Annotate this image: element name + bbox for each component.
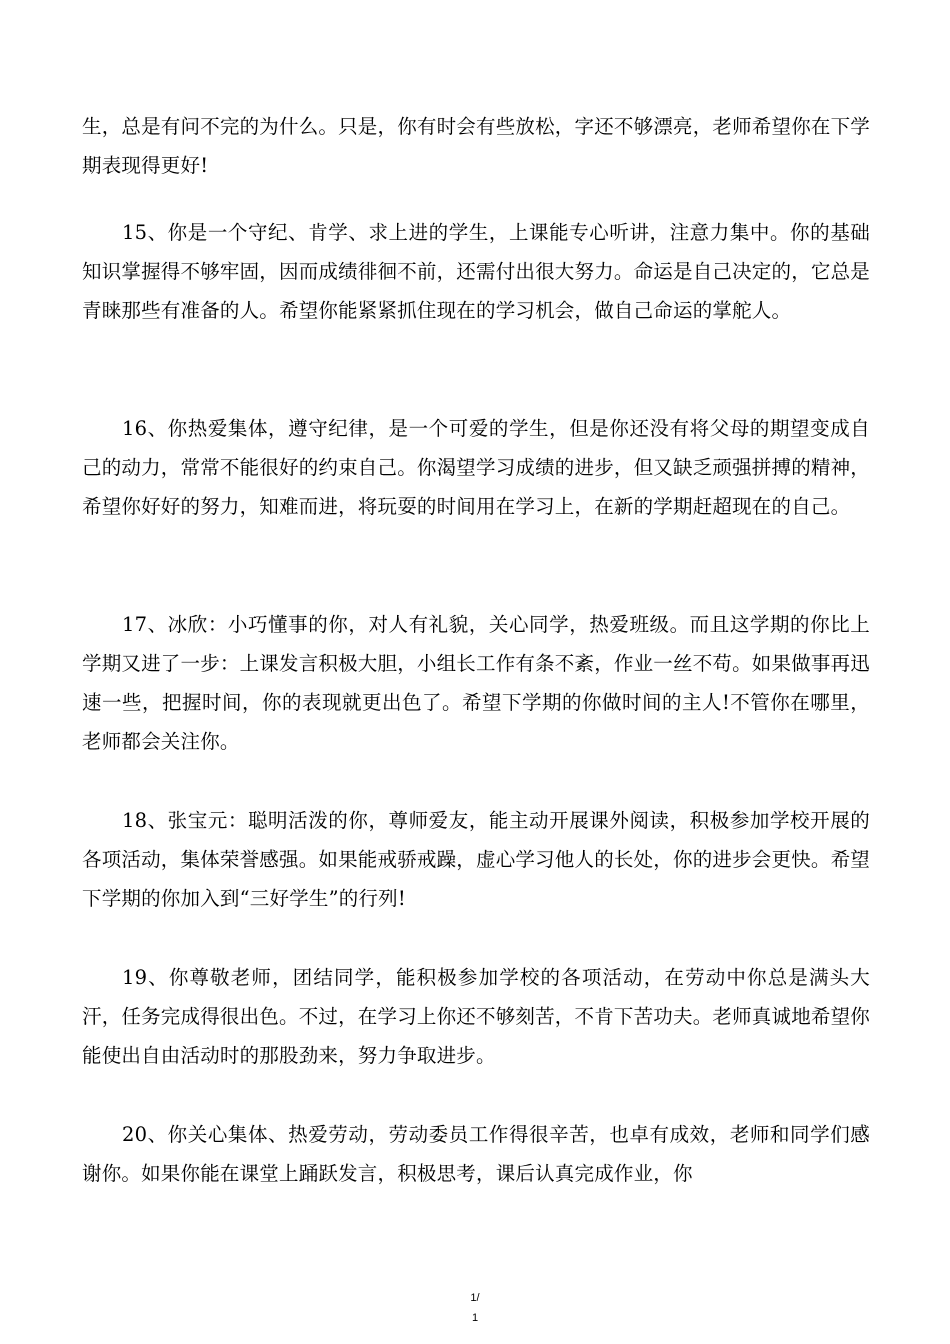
page-number-current: 1/ (470, 1292, 480, 1304)
paragraph-18: 18、张宝元：聪明活泼的你，尊师爱友，能主动开展课外阅读，积极参加学校开展的各项活动，集体荣誉感强。如果能戒骄戒躁，虚心学习他人的长处，你的进步会更快。希望下学期的你加入到“三好学生”的行列! (82, 809, 871, 910)
page-number (0, 1288, 950, 1328)
paragraph-15: 15、你是一个守纪、肯学、求上进的学生，上课能专心听讲，注意力集中。你的基础知识掌握得不够牢固，因而成绩徘徊不前，还需付出很大努力。命运是自己决定的，它总是青睐那些有准备的人。希望你能紧紧抓住现在的学习机会，做自己命运的掌舵人。 (82, 221, 871, 322)
paragraph-16: 16、你热爱集体，遵守纪律，是一个可爱的学生，但是你还没有将父母的期望变成自己的动力，常常不能很好的约束自己。你渴望学习成绩的进步，但又缺乏顽强拼搏的精神，希望你好好的努力，知难而进，将玩耍的时间用在学习上，在新的学期赶超现在的自己。 (82, 417, 871, 518)
paragraph-17: 17、冰欣：小巧懂事的你，对人有礼貌，关心同学，热爱班级。而且这学期的你比上学期又进了一步：上课发言积极大胆，小组长工作有条不紊，作业一丝不苟。如果做事再迅速一些，把握时间，你的表现就更出色了。希望下学期的你做时间的主人!不管你在哪里，老师都会关注你。 (82, 613, 871, 753)
paragraph-19: 19、你尊敬老师，团结同学，能积极参加学校的各项活动，在劳动中你总是满头大汗，任务完成得很出色。不过，在学习上你还不够刻苦，不肯下苦功夫。老师真诚地希望你能使出自由活动时的那股劲来，努力争取进步。 (82, 966, 871, 1067)
page-number-total: 1 (471, 1312, 479, 1324)
paragraph-continuation: 生，总是有问不完的为什么。只是，你有时会有些放松，字还不够漂亮，老师希望你在下学期表现得更好! (82, 115, 871, 177)
paragraph-20: 20、你关心集体、热爱劳动，劳动委员工作得很辛苦，也卓有成效，老师和同学们感谢你。如果你能在课堂上踊跃发言，积极思考，课后认真完成作业，你 (82, 1123, 870, 1185)
